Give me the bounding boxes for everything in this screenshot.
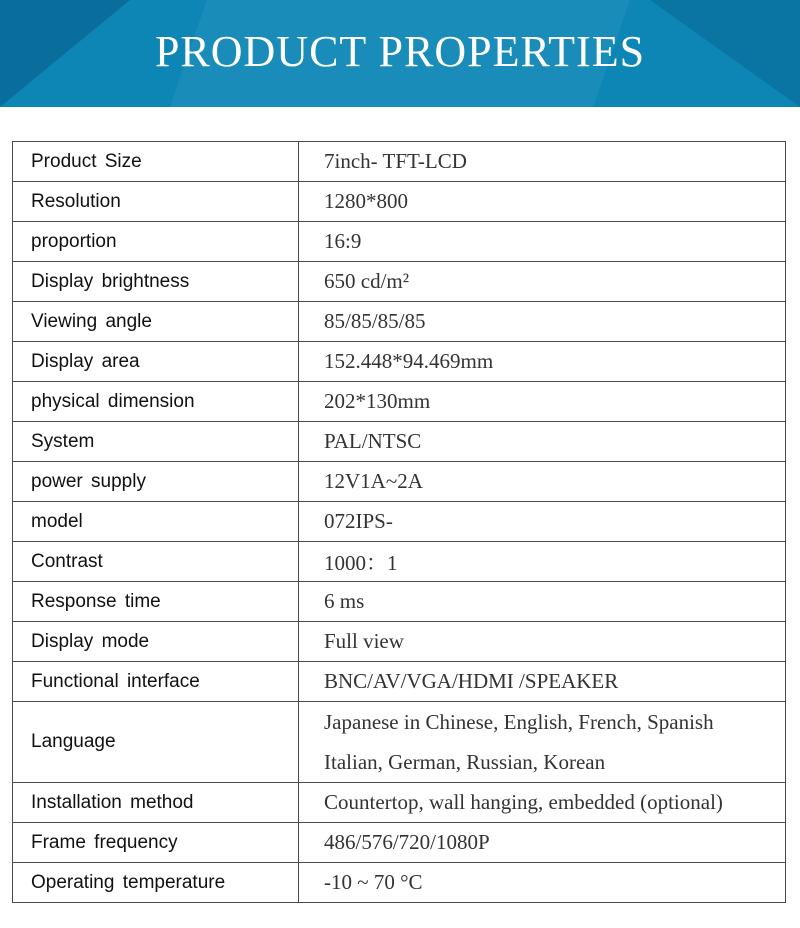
- spec-label: Viewing angle: [13, 302, 299, 342]
- spec-value: 6 ms: [299, 582, 786, 622]
- table-row: [13, 823, 786, 863]
- spec-label: proportion: [13, 222, 299, 262]
- spec-label: Display brightness: [13, 262, 299, 302]
- table-row: [13, 462, 786, 502]
- table-row: [13, 702, 786, 783]
- table-row: [13, 502, 786, 542]
- table-row: [13, 342, 786, 382]
- spec-label: Frame frequency: [13, 823, 299, 863]
- table-row: [13, 622, 786, 662]
- spec-value: 650 cd/m²: [299, 262, 786, 302]
- table-row: [13, 222, 786, 262]
- spec-value: Full view: [299, 622, 786, 662]
- spec-label: System: [13, 422, 299, 462]
- table-row: [13, 382, 786, 422]
- spec-label: Resolution: [13, 182, 299, 222]
- spec-value: Countertop, wall hanging, embedded (optional): [299, 783, 786, 823]
- table-row: [13, 582, 786, 622]
- spec-value: 152.448*94.469mm: [299, 342, 786, 382]
- spec-value: PAL/NTSC: [299, 422, 786, 462]
- table-row: [13, 142, 786, 182]
- spec-value: 1280*800: [299, 182, 786, 222]
- spec-value: 072IPS-: [299, 502, 786, 542]
- spec-label: Operating temperature: [13, 863, 299, 903]
- spec-value: -10 ~ 70 °C: [299, 863, 786, 903]
- spec-value-line: Italian, German, Russian, Korean: [324, 750, 606, 774]
- spec-label: power supply: [13, 462, 299, 502]
- spec-value: [299, 702, 786, 783]
- spec-label: physical dimension: [13, 382, 299, 422]
- spec-label: Display area: [13, 342, 299, 382]
- table-row: [13, 182, 786, 222]
- spec-table: [12, 141, 786, 903]
- spec-value-line: Japanese in Chinese, English, French, Spanish: [324, 710, 714, 734]
- table-row: [13, 542, 786, 582]
- spec-value: 202*130mm: [299, 382, 786, 422]
- spec-label: Response time: [13, 582, 299, 622]
- spec-label: Display mode: [13, 622, 299, 662]
- spec-label: Language: [13, 702, 299, 783]
- table-row: [13, 783, 786, 823]
- spec-label: model: [13, 502, 299, 542]
- spec-label: Product Size: [13, 142, 299, 182]
- table-row: [13, 863, 786, 903]
- spec-value: 486/576/720/1080P: [299, 823, 786, 863]
- table-row: [13, 302, 786, 342]
- spec-value: 85/85/85/85: [299, 302, 786, 342]
- spec-label: Functional interface: [13, 662, 299, 702]
- spec-value: BNC/AV/VGA/HDMI /SPEAKER: [299, 662, 786, 702]
- table-row: [13, 422, 786, 462]
- spec-value: 12V1A~2A: [299, 462, 786, 502]
- spec-value: 16:9: [299, 222, 786, 262]
- spec-label: Contrast: [13, 542, 299, 582]
- page-title: PRODUCT PROPERTIES: [154, 27, 646, 76]
- spec-value: 1000：1: [299, 542, 786, 582]
- header-banner: [0, 0, 800, 107]
- table-row: [13, 262, 786, 302]
- table-row: [13, 662, 786, 702]
- spec-value: 7inch- TFT-LCD: [299, 142, 786, 182]
- spec-label: Installation method: [13, 783, 299, 823]
